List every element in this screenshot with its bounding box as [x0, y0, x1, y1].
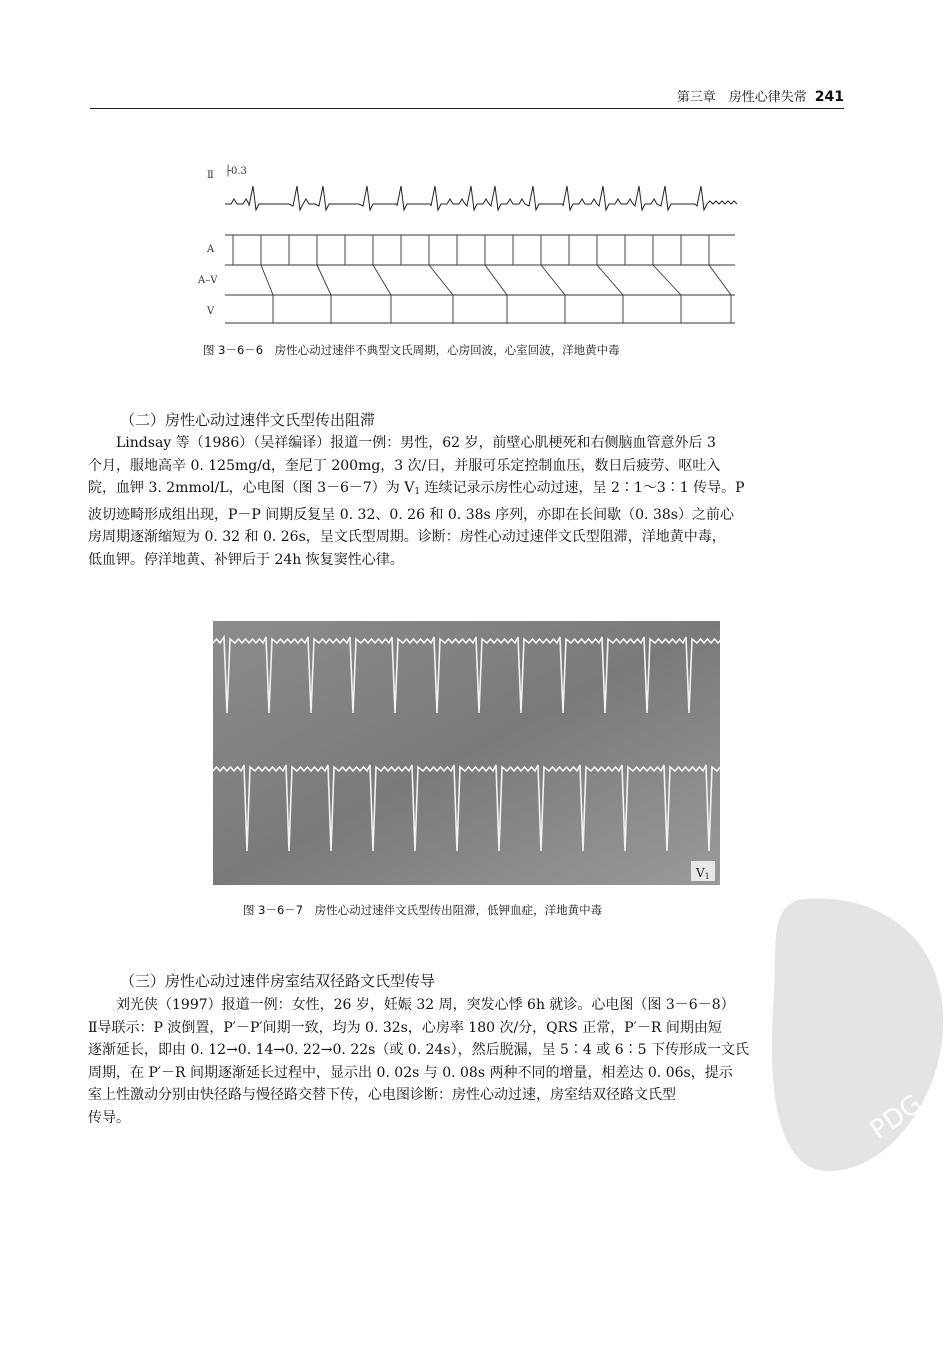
ecg-trace: [225, 186, 737, 210]
paragraph-line: 逐渐延长，即由 0. 12→0. 14→0. 22→0. 22s（或 0. 24s），然后脱漏，呈 5∶4 或 6∶5 下传形成一文氏: [88, 1042, 749, 1058]
paragraph-line-text: 连续记录示房性心动过速，呈 2∶1～3∶1 传导。P: [420, 480, 745, 496]
lead-label: Ⅱ: [207, 170, 214, 181]
ladder-grid: [225, 235, 735, 323]
paragraph-line: [88, 477, 846, 504]
row-label-av: A–V: [198, 275, 218, 286]
section2-title: （二）房性心动过速伴文氏型传出阻滞: [120, 411, 376, 429]
paragraph-line: 个月，服地高辛 0. 125mg/d，奎尼丁 200mg，3 次/日，并服可乐定控制血压，数日后疲劳、呕吐入: [88, 457, 721, 474]
ecg-ladder-figure: [195, 158, 740, 328]
ladder-conduction-line: [709, 265, 731, 295]
lead-label-letter: V: [696, 866, 705, 880]
ladder-marks: [233, 235, 731, 323]
stamp-shape: [772, 899, 943, 1171]
paragraph-line: 波切迹畸形成组出现，P－P 间期反复呈 0. 32、0. 26 和 0. 38s 序列，亦即在长间歇（0. 38s）之前心: [88, 506, 734, 523]
paragraph-line-text: 院，血钾 3. 2mmol/L，心电图（图 3－6－7）为 V: [88, 480, 415, 496]
paragraph-line: 室上性激动分别由快径路与慢径路交替下传，心电图诊断：房性心动过速，房室结双径路文氏型: [88, 1087, 676, 1103]
paragraph-line: 刘光侠（1997）报道一例：女性，26 岁，妊娠 32 周，突发心悸 6h 就诊。心电图（图 3－6－8）: [116, 997, 735, 1013]
ladder-conduction-line: [541, 265, 565, 295]
section3-paragraph: [88, 994, 846, 1129]
paragraph-line: 传导。: [88, 1109, 130, 1126]
paragraph-line: 低血钾。停洋地黄、补钾后于 24h 恢复窦性心律。: [88, 551, 404, 568]
figure2-caption: 图 3－6－7 房性心动过速伴文氏型传出阻滞，低钾血症，洋地黄中毒: [243, 903, 603, 917]
lead-label-sub: 1: [704, 872, 710, 881]
ladder-conduction-line: [373, 265, 391, 295]
row-label-a: A: [207, 244, 215, 255]
ladder-conduction-line: [485, 265, 507, 295]
row-label-v: V: [207, 306, 215, 317]
ecg-photo-figure: [213, 621, 720, 885]
page-number: 241: [814, 89, 844, 105]
ladder-conduction-line: [653, 265, 681, 295]
chapter-title: 第三章 房性心律失常: [676, 90, 807, 105]
ladder-conduction-line: [597, 265, 623, 295]
ladder-conduction-line: [429, 265, 453, 295]
section2-paragraph: [88, 432, 846, 571]
paragraph-line: 周期，在 P′－R 间期逐渐延长过程中，显示出 0. 02s 与 0. 08s 两种不同的增量，相差达 0. 06s，提示: [88, 1064, 733, 1081]
section3-title: （三）房性心动过速伴房室结双径路文氏型传导: [120, 972, 436, 990]
stamp-text: PDG: [864, 1089, 928, 1146]
figure1-caption: 图 3－6－6 房性心动过速伴不典型文氏周期，心房回波，心室回波，洋地黄中毒: [203, 343, 620, 357]
scale-label: ├0.3: [225, 166, 247, 177]
running-header: [90, 86, 844, 109]
watermark-stamp: [758, 890, 950, 1190]
paragraph-line: Ⅱ导联示：P 波倒置，P′－P′间期一致，均为 0. 32s，心房率 180 次/分，QRS 正常，P′－R 间期由短: [88, 1019, 722, 1036]
paragraph-line: Lindsay 等（1986）（吴祥编译）报道一例：男性，62 岁，前壁心肌梗死和右侧脑血管意外后 3: [116, 435, 716, 451]
ladder-conduction-line: [261, 265, 273, 295]
ladder-conduction-line: [317, 265, 331, 295]
paragraph-line: 房周期逐渐缩短为 0. 32 和 0. 26s，呈文氏型周期。诊断：房性心动过速伴文氏型阻滞，洋地黄中毒，: [88, 529, 726, 545]
subscript: 1: [414, 487, 421, 497]
